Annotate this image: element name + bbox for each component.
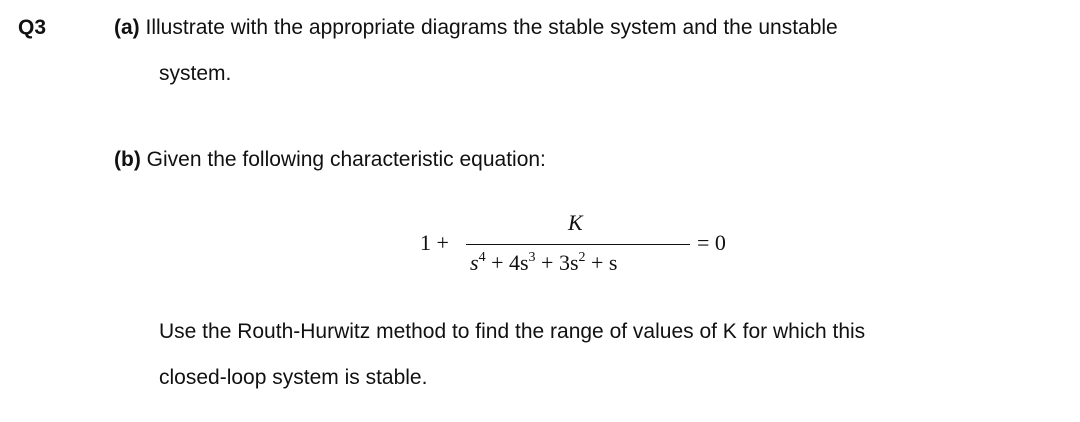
question-number: Q3: [18, 16, 47, 39]
equation-rhs: = 0: [697, 230, 726, 255]
part-a-text: Illustrate with the appropriate diagrams the stable system and the unstable: [145, 16, 838, 39]
equation-numerator: K: [568, 210, 583, 235]
part-a-label: (a): [114, 16, 140, 39]
part-a-line-1: [114, 16, 838, 40]
fraction-bar: [466, 244, 690, 245]
part-b-instruction-line-2: closed-loop system is stable.: [159, 366, 428, 389]
part-b-label: (b): [114, 148, 141, 171]
part-b-instruction-line-1: Use the Routh-Hurwitz method to find the range of values of K for which this: [159, 320, 866, 343]
equation-lhs-prefix: 1 +: [420, 230, 449, 255]
part-b-intro-text: Given the following characteristic equation:: [146, 148, 546, 171]
equation-denominator: $s^4 + 4s^3 + 3s^2 + s$: [470, 249, 618, 275]
part-b-intro: [114, 148, 546, 172]
part-a-line-2: system.: [159, 62, 232, 85]
